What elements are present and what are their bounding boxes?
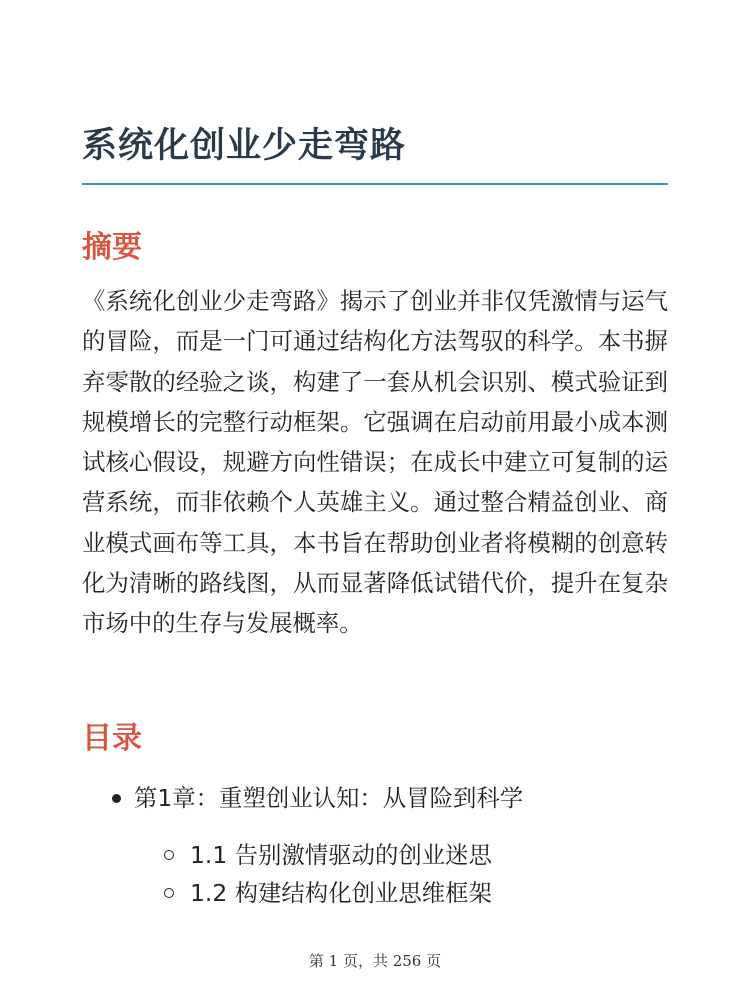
bullet-disc-icon (112, 794, 121, 803)
toc-section-list (164, 837, 492, 913)
toc-chapter-label: 第1章：重塑创业认知：从冒险到科学 (134, 784, 524, 812)
bullet-circle-icon (164, 888, 174, 898)
abstract-heading: 摘要 (82, 230, 142, 265)
toc-heading: 目录 (82, 721, 142, 756)
toc-section-label: 1.1 告别激情驱动的创业迷思 (190, 841, 492, 869)
toc-section-item[interactable] (164, 837, 492, 875)
toc-chapter-item[interactable] (112, 780, 523, 816)
bullet-circle-icon (164, 850, 174, 860)
toc-chapter-list (112, 780, 523, 816)
toc-section-label: 1.2 构建结构化创业思维框架 (190, 879, 492, 907)
abstract-text: 《系统化创业少走弯路》揭示了创业并非仅凭激情与运气的冒险，而是一门可通过结构化方法驾驭的科学。本书摒弃零散的经验之谈，构建了一套从机会识别、模式验证到规模增长的完整行动框架。它强调在启动前用最小成本测试核心假设，规避方向性错误；在成长中建立可复制的运营系统，而非依赖个人英雄主义。通过整合精益创业、商业模式画布等工具，本书旨在帮助创业者将模糊的创意转化为清晰的路线图，从而显著降低试错代价，提升在复杂市场中的生存与发展概率。 (82, 287, 668, 638)
title-divider (82, 183, 668, 185)
document-title: 系统化创业少走弯路 (82, 126, 407, 166)
toc-section-item[interactable] (164, 875, 492, 913)
page-footer: 第 1 页，共 256 页 (308, 952, 442, 970)
